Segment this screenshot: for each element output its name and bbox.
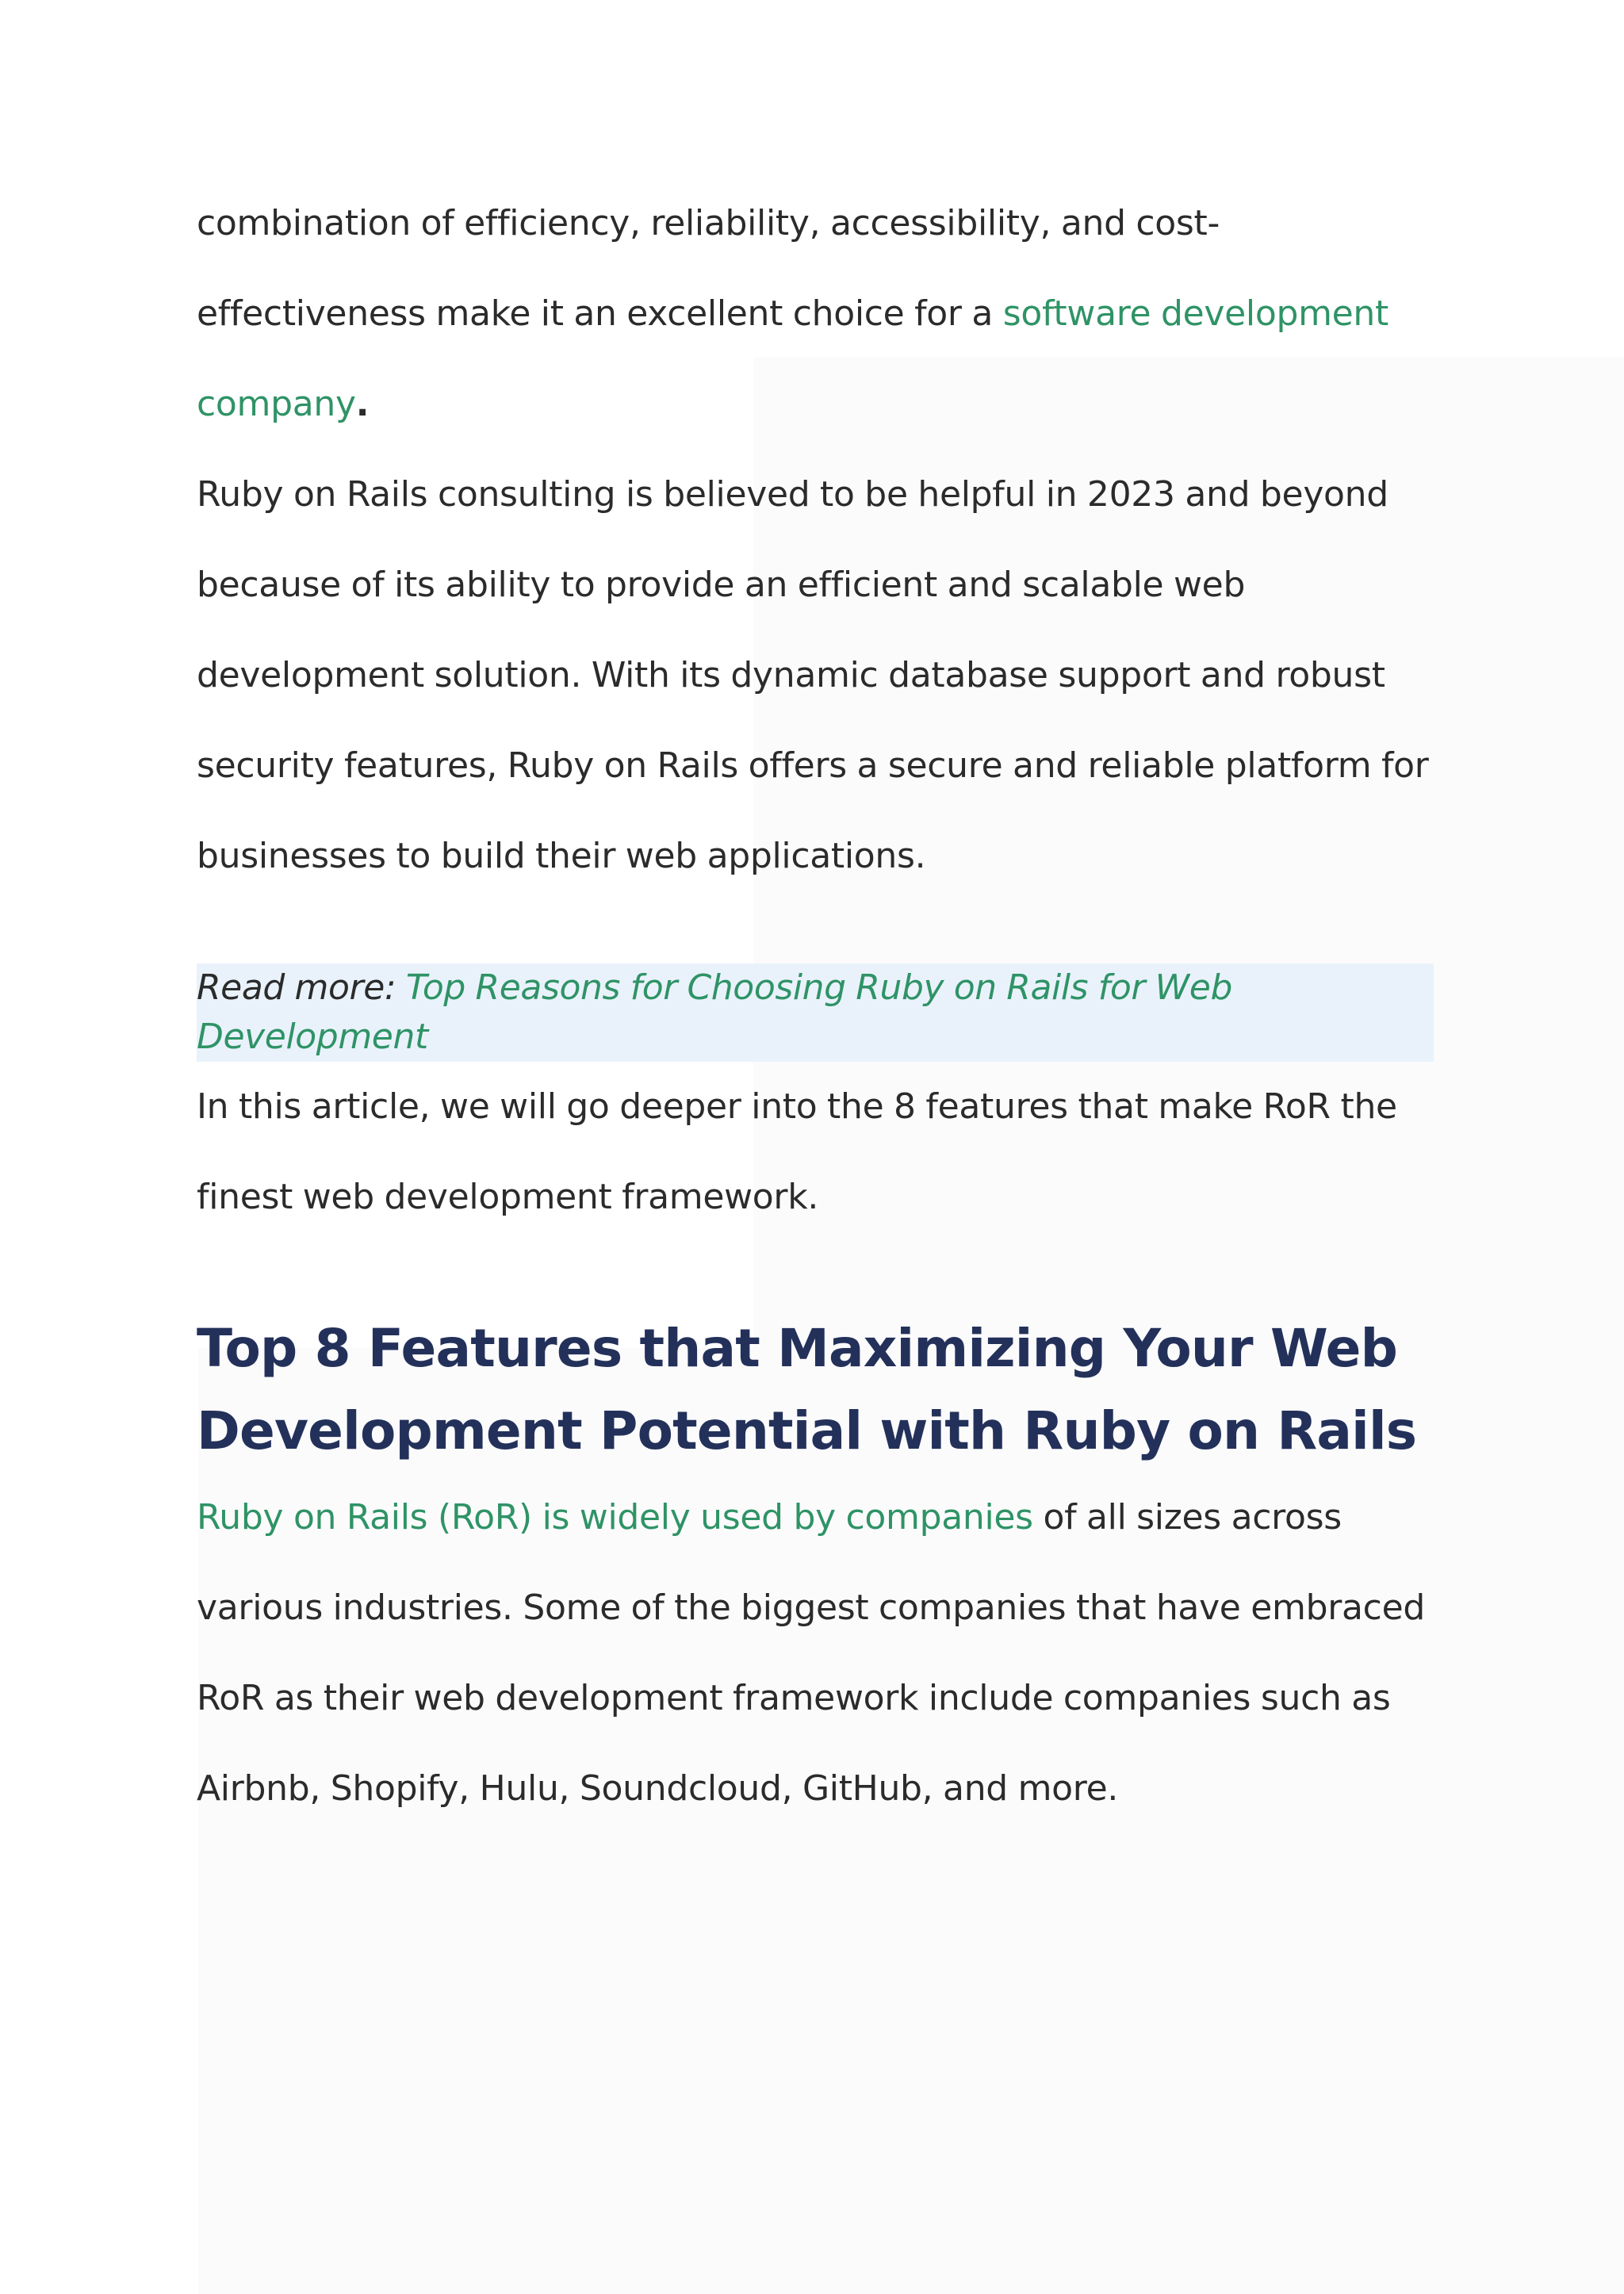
heading-line-2: Development Potential with Ruby on Rails	[197, 1400, 1417, 1461]
companies-paragraph	[197, 1473, 1434, 1834]
read-more-link[interactable]: Top Reasons for Choosing Ruby on Rails for Web Development	[197, 967, 1232, 1057]
intro-paragraph	[197, 178, 1434, 450]
section-heading	[197, 1308, 1434, 1473]
software-development-company-link[interactable]: software development company	[197, 293, 1388, 424]
consulting-paragraph: Ruby on Rails consulting is believed to be helpful in 2023 and beyond because of its ability to provide an efficient and scalable web development solution. With its dynamic database support and robust security features, Ruby on Rails offers a secure and reliable platform for businesses to build their web applications.	[197, 474, 1429, 876]
heading-line-1: Top 8 Features that Maximizing Your Web	[197, 1318, 1398, 1379]
read-more-label: Read more:	[197, 967, 406, 1008]
intro-period: .	[355, 384, 370, 424]
read-more-callout	[197, 963, 1434, 1062]
article-content	[197, 178, 1434, 1834]
ror-companies-link[interactable]: Ruby on Rails (RoR) is widely used by companies	[197, 1497, 1033, 1538]
companies-text: of all sizes across various industries. Some of the biggest companies that have embraced RoR as their web development framework include companies such as Airbnb, Shopify, Hulu, Soundcloud, GitHub, and more.	[197, 1497, 1425, 1809]
article-intro-paragraph: In this article, we will go deeper into the 8 features that make RoR the finest web development framework.	[197, 1086, 1397, 1217]
intro-text: combination of efficiency, reliability, accessibility, and cost-effectiveness make it an excellent choice for a	[197, 203, 1220, 334]
